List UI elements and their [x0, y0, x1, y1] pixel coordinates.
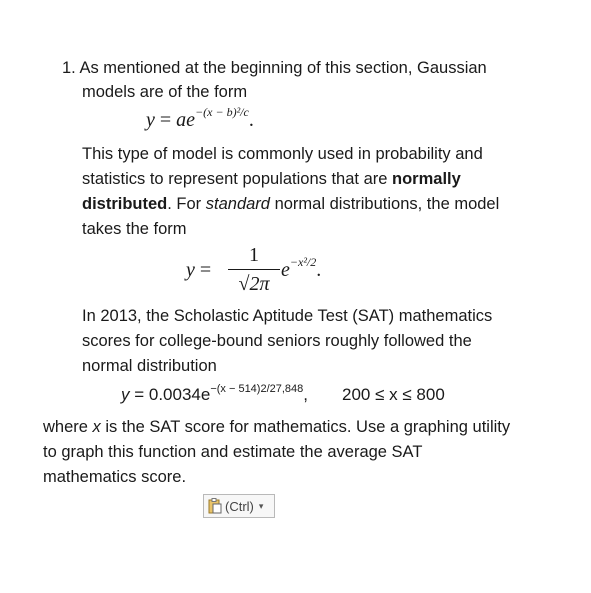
p2-bold-distributed: distributed: [82, 195, 168, 213]
eq2-period: .: [316, 259, 322, 281]
eq2-exponent: −x²/2: [289, 255, 317, 269]
p2-bold-normally: normally: [392, 170, 461, 188]
eq1-exponent: −(x − b)²/c: [195, 105, 249, 119]
eq3-comma: ,: [303, 385, 309, 404]
eq2-e: e: [281, 259, 290, 281]
p2-text-b: normal distributions, the model: [274, 195, 500, 213]
eq2-exp-group: [281, 255, 322, 285]
eq3-lhs: y: [121, 385, 130, 404]
eq2-numerator: 1: [249, 244, 259, 266]
p2-italic-standard: standard: [205, 195, 270, 213]
eq3-exponent: −(x − 514)2/27,848: [210, 383, 304, 395]
eq3-domain: 200 ≤ x ≤ 800: [342, 385, 445, 404]
problem-line-1: [62, 56, 487, 81]
p2-text-a: . For: [167, 195, 202, 213]
p3-line-1: In 2013, the Scholastic Aptitude Test (SAT) mathematics: [82, 307, 493, 325]
eq2-denominator: √2π: [238, 273, 270, 295]
eq1-lhs: y: [146, 109, 155, 131]
p2-line-1: This type of model is commonly used in probability and: [82, 145, 483, 163]
eq2-equals: =: [199, 259, 212, 281]
problem-line-2: models are of the form: [82, 83, 248, 101]
caret-down-icon[interactable]: ▾: [258, 500, 264, 511]
eq2-fraction-bar: [228, 269, 280, 270]
eq1-rhs: ae: [176, 109, 196, 131]
eq3-rhs: = 0.0034e: [129, 385, 211, 404]
p2-text: statistics to represent populations that are: [82, 170, 388, 188]
p2-line-2: [82, 167, 461, 192]
p3-line-3: normal distribution: [82, 357, 217, 375]
equation-gaussian: [146, 105, 254, 135]
problem-number: 1.: [62, 59, 76, 77]
paste-options-label: (Ctrl): [225, 498, 254, 514]
clipboard-icon: [208, 498, 222, 514]
eq2-lhs-group: [186, 258, 211, 283]
problem-text-1: As mentioned at the beginning of this section, Gaussian: [79, 59, 487, 77]
p4-line-3: mathematics score.: [43, 468, 187, 486]
eq1-equals: =: [159, 109, 172, 131]
p3-line-2: scores for college-bound seniors roughly followed the: [82, 332, 472, 350]
eq2-lhs: y: [186, 259, 195, 281]
p4-line-1: [43, 415, 510, 440]
p2-line-4: takes the form: [82, 220, 187, 238]
paste-options-button[interactable]: [203, 494, 275, 518]
eq3-group: [121, 382, 308, 410]
p4-line-2: to graph this function and estimate the average SAT: [43, 443, 423, 461]
p4-text-a: where: [43, 418, 88, 436]
p4-text-b: is the SAT score for mathematics. Use a graphing utility: [105, 418, 511, 436]
p2-line-3: [82, 192, 499, 217]
p4-italic-x: x: [92, 418, 101, 436]
eq1-period: .: [248, 109, 254, 131]
